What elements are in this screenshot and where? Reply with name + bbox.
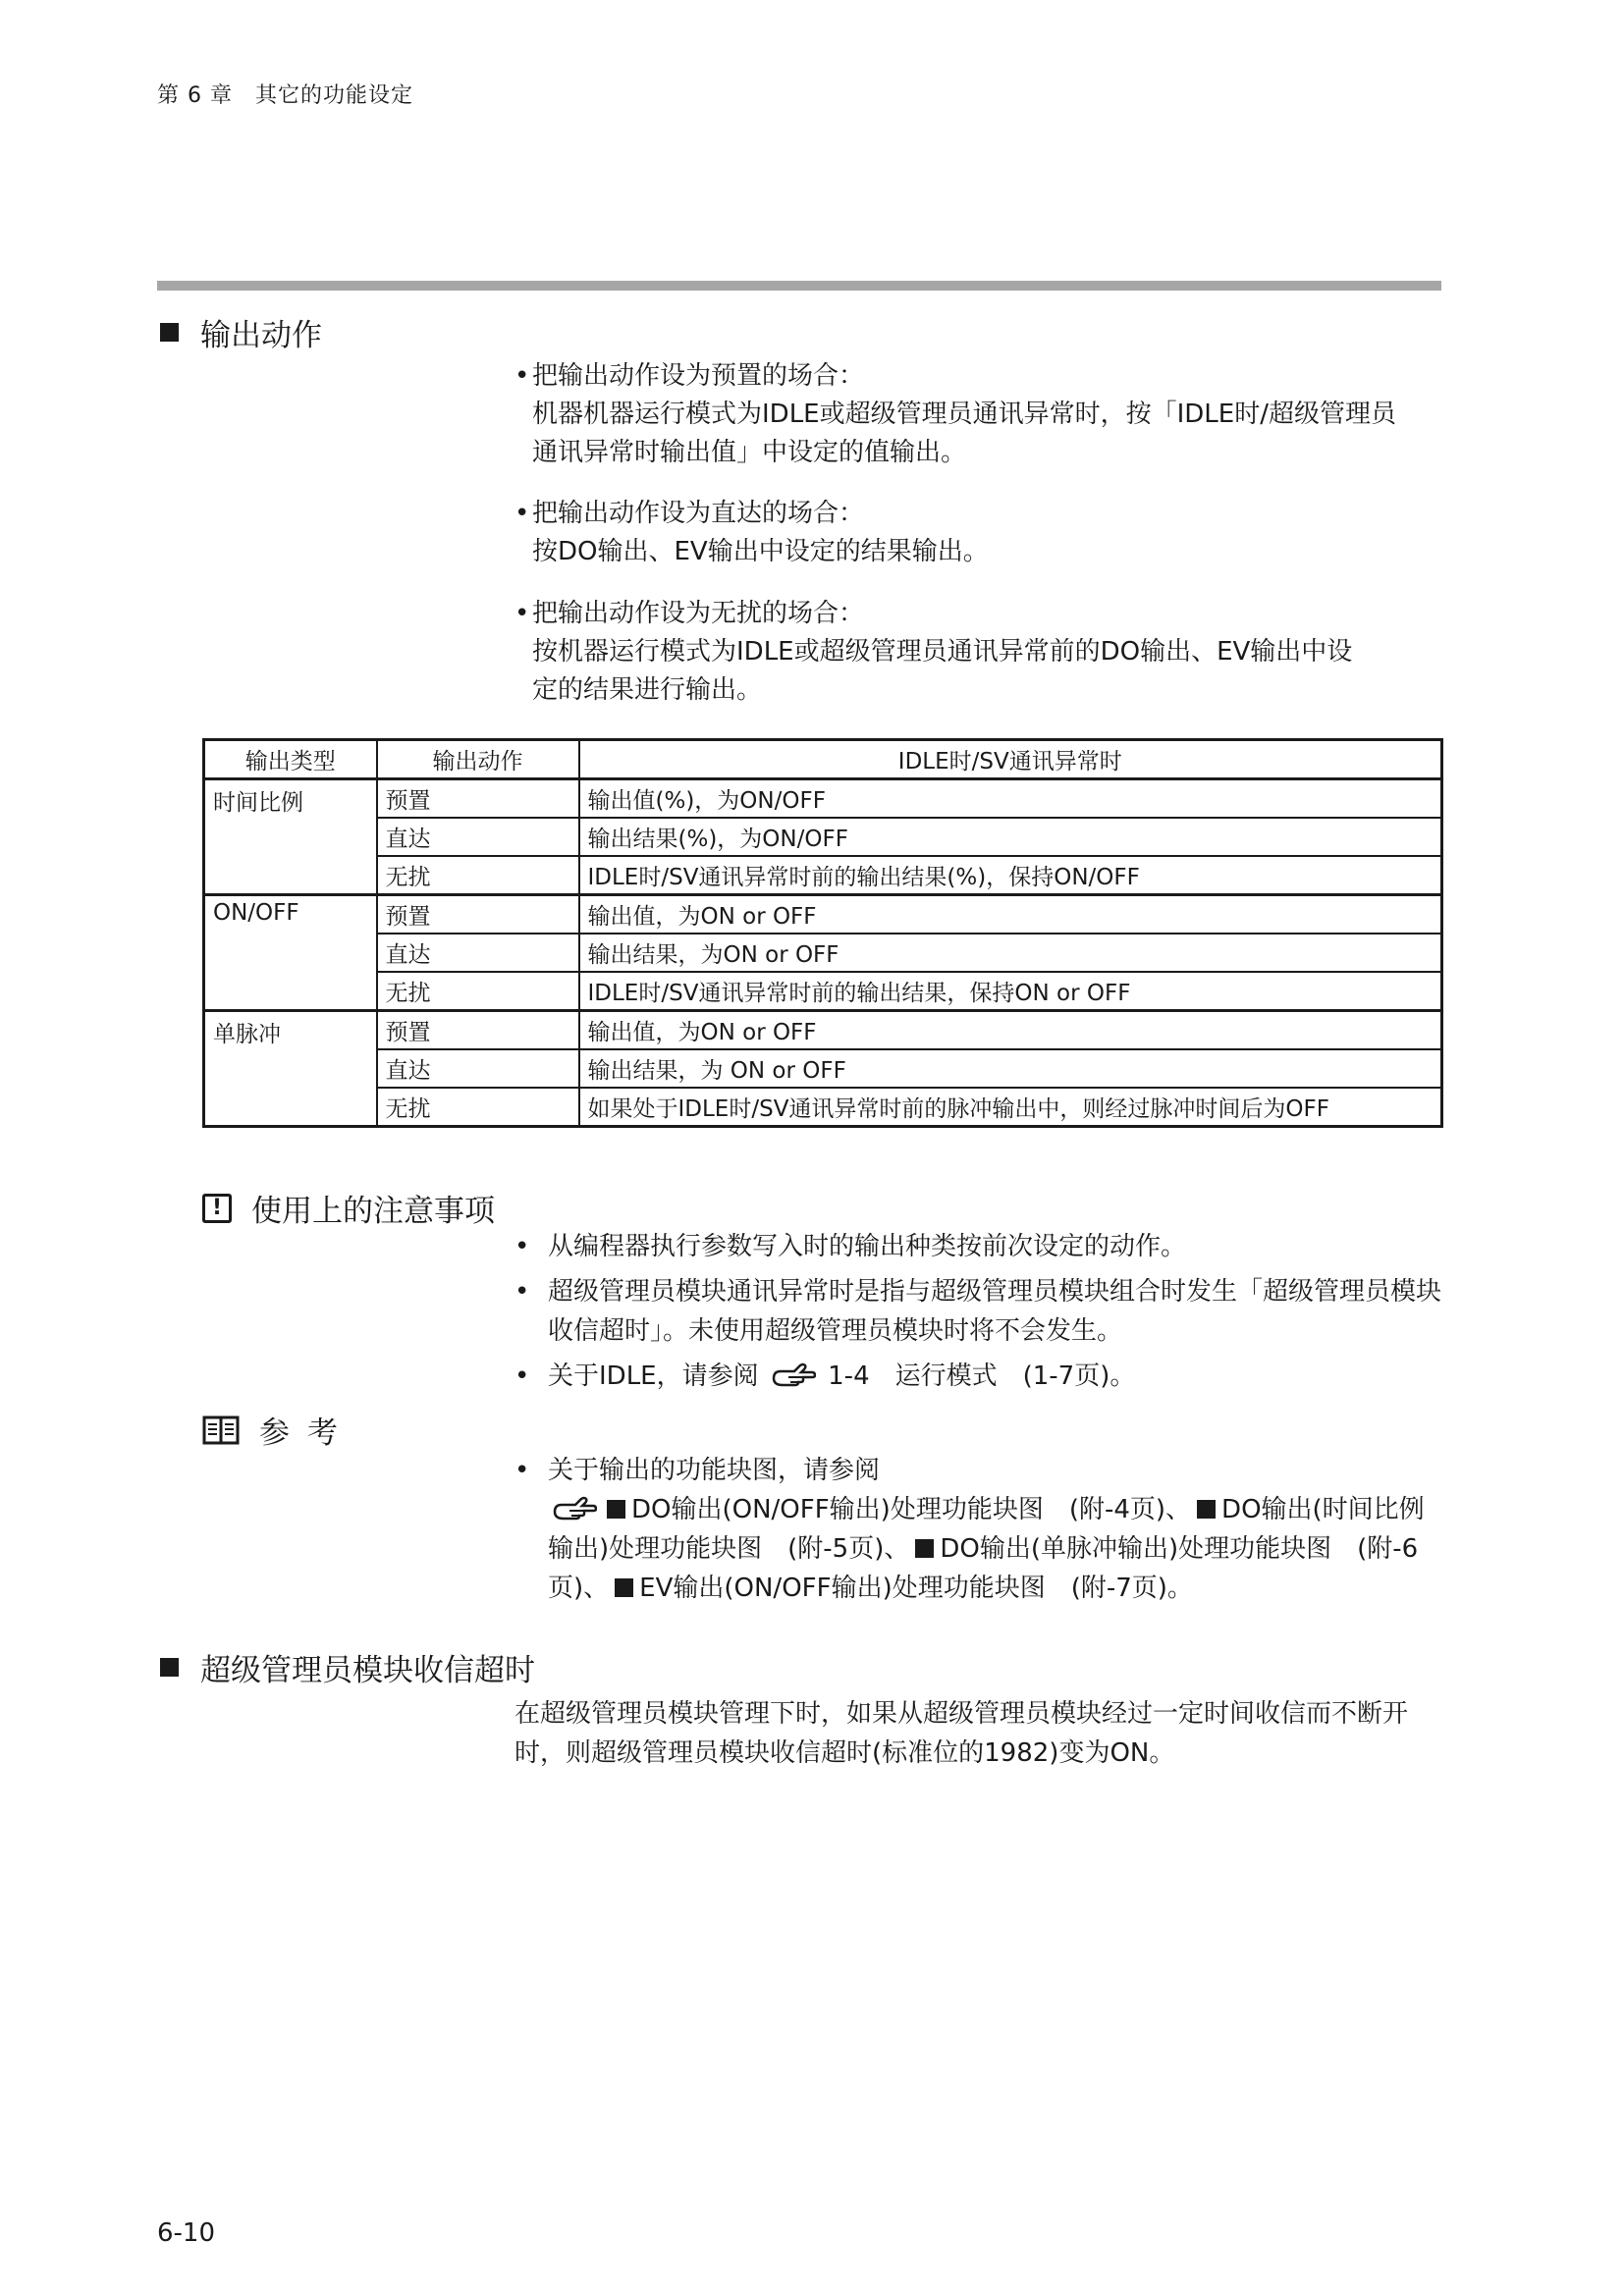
output-action-table [202, 738, 1443, 1128]
bullet-preset: • 把输出动作设为预置的场合： 机器机器运行模式为IDLE或超级管理员通讯异常时，按「IDLE时/超级管理员 通讯异常时输出值」中设定的值输出。 [514, 357, 1447, 472]
chapter-header: 第 6 章 其它的功能设定 [157, 83, 413, 108]
bullet-head: 把输出动作设为无扰的场合： [532, 599, 865, 628]
table-header-row [204, 740, 1442, 779]
table-row [204, 1088, 1442, 1127]
reference-link[interactable]: EV输出(ON/OFF输出)处理功能块图 (附-7页)。 [639, 1574, 1193, 1603]
reference-link[interactable]: DO输出(ON/OFF输出)处理功能块图 (附-4页)、 [631, 1495, 1192, 1524]
list-item: • 关于IDLE，请参阅 1-4 运行模式 (1-7页)。 [514, 1357, 1447, 1396]
table-cell-action: 预置 [377, 779, 579, 819]
table-header-cell: 输出类型 [204, 740, 377, 779]
bullet-head: 把输出动作设为直达的场合： [532, 499, 865, 528]
table-cell-action: 预置 [377, 1011, 579, 1050]
list-item-text: 超级管理员模块通讯异常时是指与超级管理员模块组合时发生「超级管理员模块收信超时」。未使用超级管理员模块时将不会发生。 [548, 1277, 1442, 1346]
table-row [204, 934, 1442, 972]
caution-list [514, 1227, 1447, 1402]
table-row [204, 895, 1442, 934]
table-cell-action: 直达 [377, 934, 579, 972]
table-header-cell: IDLE时/SV通讯异常时 [579, 740, 1442, 779]
table-cell-type: ON/OFF [204, 895, 377, 1011]
table-cell-desc: 输出值，为ON or OFF [579, 895, 1442, 934]
section-title-output-action [160, 310, 322, 354]
pointing-hand-icon [552, 1496, 597, 1523]
table-row [204, 1049, 1442, 1088]
square-bullet-icon [160, 1658, 179, 1677]
table-row [204, 1011, 1442, 1050]
table-cell-action: 预置 [377, 895, 579, 934]
table-cell-action: 无扰 [377, 1088, 579, 1127]
book-icon [202, 1415, 240, 1446]
reference-link[interactable]: DO输出(单脉冲输出)处理功能块图 (附-6页)、 [548, 1534, 1419, 1603]
bullet-head: 把输出动作设为预置的场合： [532, 361, 865, 391]
bullet-body-line: 通讯异常时输出值」中设定的值输出。 [532, 438, 967, 467]
list-item: • 超级管理员模块通讯异常时是指与超级管理员模块组合时发生「超级管理员模块收信超时」。未使用超级管理员模块时将不会发生。 [514, 1272, 1447, 1351]
idle-ref-link[interactable]: 1-4 运行模式 (1-7页)。 [828, 1362, 1136, 1391]
list-item: • 关于输出的功能块图，请参阅 DO输出(ON/OFF输出)处理功能块图 (附-4页)、 DO输出(时间比例输出)处理功能块图 (附-5页)、 DO输出(单脉冲输出)处理功能块图 (附-6页)、 EV输出(ON/OFF输出)处理功能块图 (附-7页)。 [514, 1451, 1447, 1608]
table-cell-desc: IDLE时/SV通讯异常时前的输出结果(%)，保持ON/OFF [579, 856, 1442, 895]
idle-ref-prefix: 关于IDLE，请参阅 [548, 1362, 759, 1391]
table-cell-desc: 输出结果，为 ON or OFF [579, 1049, 1442, 1088]
caution-title-text: 使用上的注意事项 [251, 1194, 495, 1229]
table-cell-type: 单脉冲 [204, 1011, 377, 1127]
square-bullet-icon [915, 1539, 934, 1558]
reference-intro: 关于输出的功能块图，请参阅 [548, 1456, 881, 1485]
reference-title [202, 1408, 342, 1452]
reference-link[interactable]: DO输出(时间比例输出)处理功能块图 (附-5页)、 [548, 1495, 1425, 1564]
table-row [204, 972, 1442, 1011]
list-item-text [548, 1357, 1135, 1396]
table-cell-desc: 输出结果，为ON or OFF [579, 934, 1442, 972]
table-cell-desc: 输出值(%)，为ON/OFF [579, 779, 1442, 819]
bullet-body-line: 按机器运行模式为IDLE或超级管理员通讯异常前的DO输出、EV输出中设 [532, 637, 1353, 667]
table-cell-action: 无扰 [377, 972, 579, 1011]
section-title-text: 输出动作 [200, 318, 322, 353]
square-bullet-icon [160, 323, 179, 342]
caution-title [202, 1186, 495, 1230]
list-item: • 从编程器执行参数写入时的输出种类按前次设定的动作。 [514, 1227, 1447, 1266]
bullet-direct: • 把输出动作设为直达的场合： 按DO输出、EV输出中设定的结果输出。 [514, 495, 1447, 571]
square-bullet-icon [615, 1578, 633, 1597]
table-cell-action: 直达 [377, 818, 579, 856]
table-cell-desc: 输出值，为ON or OFF [579, 1011, 1442, 1050]
table-header-cell: 输出动作 [377, 740, 579, 779]
list-item-text: 从编程器执行参数写入时的输出种类按前次设定的动作。 [548, 1232, 1187, 1261]
section-title-timeout [160, 1645, 535, 1689]
timeout-paragraph: 在超级管理员模块管理下时，如果从超级管理员模块经过一定时间收信而不断开时，则超级管理员模块收信超时(标准位的1982)变为ON。 [514, 1699, 1409, 1768]
table-cell-action: 直达 [377, 1049, 579, 1088]
pointing-hand-icon [771, 1362, 816, 1390]
page-number: 6-10 [157, 2218, 216, 2248]
square-bullet-icon [607, 1500, 625, 1519]
list-item-text [548, 1451, 1447, 1608]
section-title-text: 超级管理员模块收信超时 [200, 1653, 535, 1688]
table-cell-desc: 输出结果(%)，为ON/OFF [579, 818, 1442, 856]
bullet-body-line: 定的结果进行输出。 [532, 675, 763, 705]
table-cell-action: 无扰 [377, 856, 579, 895]
table-cell-desc: 如果处于IDLE时/SV通讯异常时前的脉冲输出中，则经过脉冲时间后为OFF [579, 1088, 1442, 1127]
bullet-bumpless: • 把输出动作设为无扰的场合： 按机器运行模式为IDLE或超级管理员通讯异常前的DO输出、EV输出中设 定的结果进行输出。 [514, 595, 1447, 710]
table-row [204, 818, 1442, 856]
section-divider [157, 281, 1441, 291]
table-cell-type: 时间比例 [204, 779, 377, 895]
table-row [204, 856, 1442, 895]
reference-list [514, 1451, 1447, 1614]
table-cell-desc: IDLE时/SV通讯异常时前的输出结果，保持ON or OFF [579, 972, 1442, 1011]
table-row [204, 779, 1442, 819]
bullet-body-line: 机器机器运行模式为IDLE或超级管理员通讯异常时，按「IDLE时/超级管理员 [532, 400, 1396, 429]
reference-title-text: 参 考 [259, 1415, 342, 1451]
exclamation-icon: ! [202, 1194, 232, 1223]
bullet-body-line: 按DO输出、EV输出中设定的结果输出。 [532, 537, 989, 566]
square-bullet-icon [1197, 1500, 1216, 1519]
